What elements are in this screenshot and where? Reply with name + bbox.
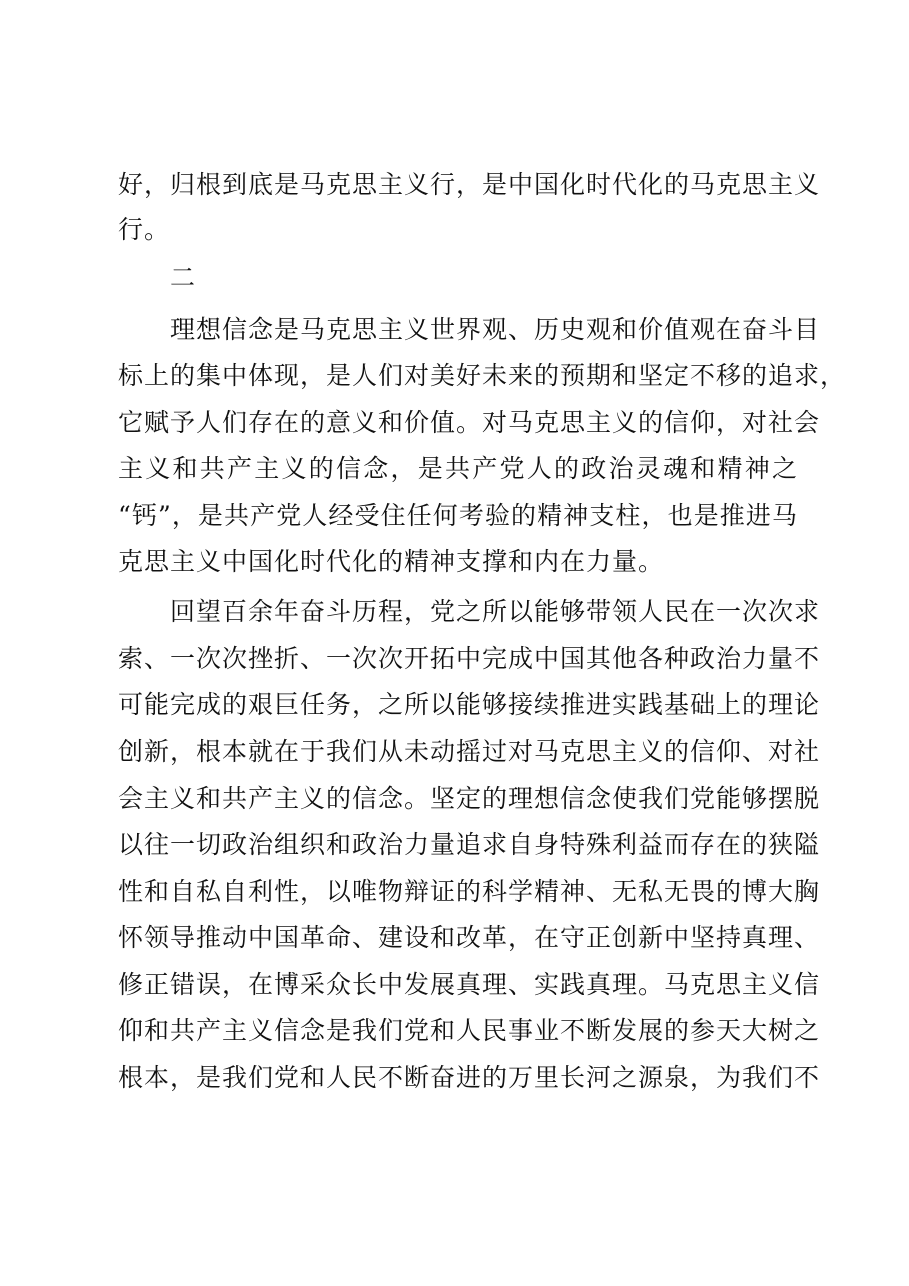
text-line: 以往一切政治组织和政治力量追求自身特殊利益而存在的狭隘 [118,830,821,859]
text-line: 标上的集中体现，是人们对美好未来的预期和坚定不移的追求， [118,361,847,390]
section-number: 二 [170,263,197,292]
text-line: 主义和共产主义的信念，是共产党人的政治灵魂和精神之 [118,454,798,483]
text-line: “钙”，是共产党人经受住任何考验的精神支柱，也是推进马 [118,501,798,530]
text-line: 会主义和共产主义的信念。坚定的理想信念使我们党能够摆脱 [118,784,821,813]
text-line: 怀领导推动中国革命、建设和改革，在守正创新中坚持真理、 [118,923,821,952]
text-line: 创新，根本就在于我们从未动摇过对马克思主义的信仰、对社 [118,737,821,766]
text-line: 性和自私自利性，以唯物辩证的科学精神、无私无畏的博大胸 [118,877,821,906]
text-line: 理想信念是马克思主义世界观、历史观和价值观在奋斗目 [170,315,821,344]
text-line: 它赋予人们存在的意义和价值。对马克思主义的信仰，对社会 [118,408,821,437]
text-line: 行。 [118,215,171,244]
text-line: 好，归根到底是马克思主义行，是中国化时代化的马克思主义 [118,170,821,199]
text-line: 根本，是我们党和人民不断奋进的万里长河之源泉，为我们不 [118,1063,821,1092]
text-line: 修正错误，在博采众长中发展真理、实践真理。马克思主义信 [118,970,821,999]
text-line: 克思主义中国化时代化的精神支撑和内在力量。 [118,547,665,576]
text-line: 索、一次次挫折、一次次开拓中完成中国其他各种政治力量不 [118,644,821,673]
text-line: 仰和共产主义信念是我们党和人民事业不断发展的参天大树之 [118,1016,821,1045]
text-line: 可能完成的艰巨任务，之所以能够接续推进实践基础上的理论 [118,690,821,719]
text-line: 回望百余年奋斗历程，党之所以能够带领人民在一次次求 [170,597,821,626]
